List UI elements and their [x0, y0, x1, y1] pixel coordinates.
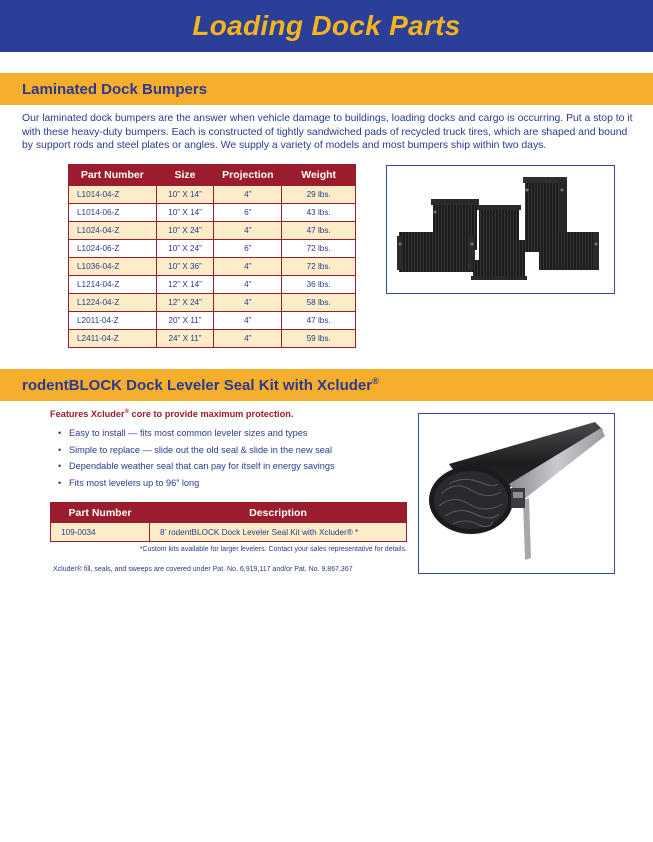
custom-kits-note: *Custom kits available for larger levelers. Contact your sales representative for details.: [139, 546, 407, 553]
part-number-cell: 109-0034: [51, 523, 150, 542]
weight-cell: 43 lbs.: [282, 204, 356, 222]
bullet-icon: •: [58, 428, 62, 438]
projection-cell: 4”: [214, 312, 282, 330]
column-header-part-number: Part Number: [51, 503, 150, 523]
weight-cell: 29 lbs.: [282, 186, 356, 204]
seal-kit-illustration: [419, 414, 615, 574]
table-row: [69, 276, 356, 294]
projection-cell: 4”: [214, 258, 282, 276]
weight-cell: 59 lbs.: [282, 330, 356, 348]
bullet-icon: •: [58, 444, 62, 455]
registered-mark: ®: [124, 409, 129, 415]
table-row: [69, 312, 356, 330]
weight-cell: 72 lbs.: [282, 258, 356, 276]
list-item: [58, 442, 335, 459]
description-cell: 8’ rodentBLOCK Dock Leveler Seal Kit with Xcluder® *: [150, 523, 407, 542]
projection-cell: 4”: [214, 294, 282, 312]
part-number-cell: L1224-04-Z: [69, 294, 157, 312]
list-item: [58, 425, 335, 442]
column-header-size: Size: [156, 165, 214, 186]
seal-kit-table-header-row: [51, 503, 407, 523]
features-list: [58, 425, 335, 491]
size-cell: 20” X 11”: [156, 312, 214, 330]
registered-mark: ®: [372, 376, 379, 386]
seal-kit-photo: [418, 413, 615, 574]
feature-text: Dependable weather seal that can pay for itself in energy savings: [69, 461, 335, 472]
bullet-icon: •: [58, 477, 62, 488]
weight-cell: 58 lbs.: [282, 294, 356, 312]
seal-kit-table: [50, 502, 407, 542]
patent-note: Xcluder® fill, seals, and sweeps are covered under Pat. No. 6,919,117 and/or Pat. No. 9,867,367: [53, 566, 353, 573]
size-cell: 12” X 24”: [156, 294, 214, 312]
table-row: [69, 330, 356, 348]
bumpers-table-header-row: [69, 165, 356, 186]
part-number-cell: L2411-04-Z: [69, 330, 157, 348]
feature-text: Simple to replace — slide out the old seal & slide in the new seal: [69, 444, 333, 455]
list-item: [58, 475, 335, 492]
features-title: [50, 409, 293, 419]
list-item: [58, 458, 335, 475]
table-row: [69, 222, 356, 240]
table-row: [69, 258, 356, 276]
part-number-cell: L1214-04-Z: [69, 276, 157, 294]
size-cell: 10” X 14”: [156, 186, 214, 204]
seal-kit-heading-text: rodentBLOCK Dock Leveler Seal Kit with Xcluder: [22, 377, 373, 394]
table-row: [69, 294, 356, 312]
size-cell: 10” X 24”: [156, 222, 214, 240]
size-cell: 24” X 11”: [156, 330, 214, 348]
projection-cell: 4”: [214, 276, 282, 294]
size-cell: 10” X 24”: [156, 240, 214, 258]
size-cell: 10” X 36”: [156, 258, 214, 276]
features-title-text: Features Xcluder: [50, 409, 125, 420]
seal-kit-section-bar: [0, 369, 653, 401]
bumpers-heading: Laminated Dock Bumpers: [22, 80, 208, 98]
column-header-description: Description: [150, 503, 407, 523]
part-number-cell: L1036-04-Z: [69, 258, 157, 276]
features-title-rest: core to provide maximum protection.: [128, 409, 294, 420]
column-header-projection: Projection: [214, 165, 282, 186]
projection-cell: 4”: [214, 330, 282, 348]
part-number-cell: L2011-04-Z: [69, 312, 157, 330]
projection-cell: 6”: [214, 240, 282, 258]
part-number-cell: L1024-06-Z: [69, 240, 157, 258]
page-header-banner: [0, 0, 653, 52]
dock-bumpers-illustration: [387, 166, 615, 294]
page-title: Loading Dock Parts: [192, 10, 461, 41]
table-row: [69, 186, 356, 204]
table-row: [51, 523, 407, 542]
size-cell: 10” X 14”: [156, 204, 214, 222]
size-cell: 12” X 14”: [156, 276, 214, 294]
projection-cell: 4”: [214, 186, 282, 204]
weight-cell: 36 lbs.: [282, 276, 356, 294]
table-row: [69, 204, 356, 222]
table-row: [69, 240, 356, 258]
bumpers-intro-text: Our laminated dock bumpers are the answer when vehicle damage to buildings, loading docks and cargo is occurring. Put a stop to it with these heavy-duty bumpers. Each is constructed of tightly sandwiched pads of recycled truck tires, which are shaped and bound by support rods and steel plates or angles. We supply a variety of models and most bumpers ship within two days.: [22, 113, 633, 151]
dock-bumpers-photo: [386, 165, 615, 294]
weight-cell: 72 lbs.: [282, 240, 356, 258]
part-number-cell: L1024-04-Z: [69, 222, 157, 240]
bumpers-section-bar: [0, 73, 653, 105]
weight-cell: 47 lbs.: [282, 312, 356, 330]
column-header-part-number: Part Number: [69, 165, 157, 186]
feature-text: Fits most levelers up to 96” long: [69, 477, 200, 488]
projection-cell: 4”: [214, 222, 282, 240]
part-number-cell: L1014-04-Z: [69, 186, 157, 204]
weight-cell: 47 lbs.: [282, 222, 356, 240]
bumpers-table: [68, 164, 356, 348]
seal-kit-heading: [22, 376, 379, 394]
part-number-cell: L1014-06-Z: [69, 204, 157, 222]
column-header-weight: Weight: [282, 165, 356, 186]
projection-cell: 6”: [214, 204, 282, 222]
bullet-icon: •: [58, 461, 62, 472]
feature-text: Easy to install — fits most common leveler sizes and types: [69, 428, 308, 438]
